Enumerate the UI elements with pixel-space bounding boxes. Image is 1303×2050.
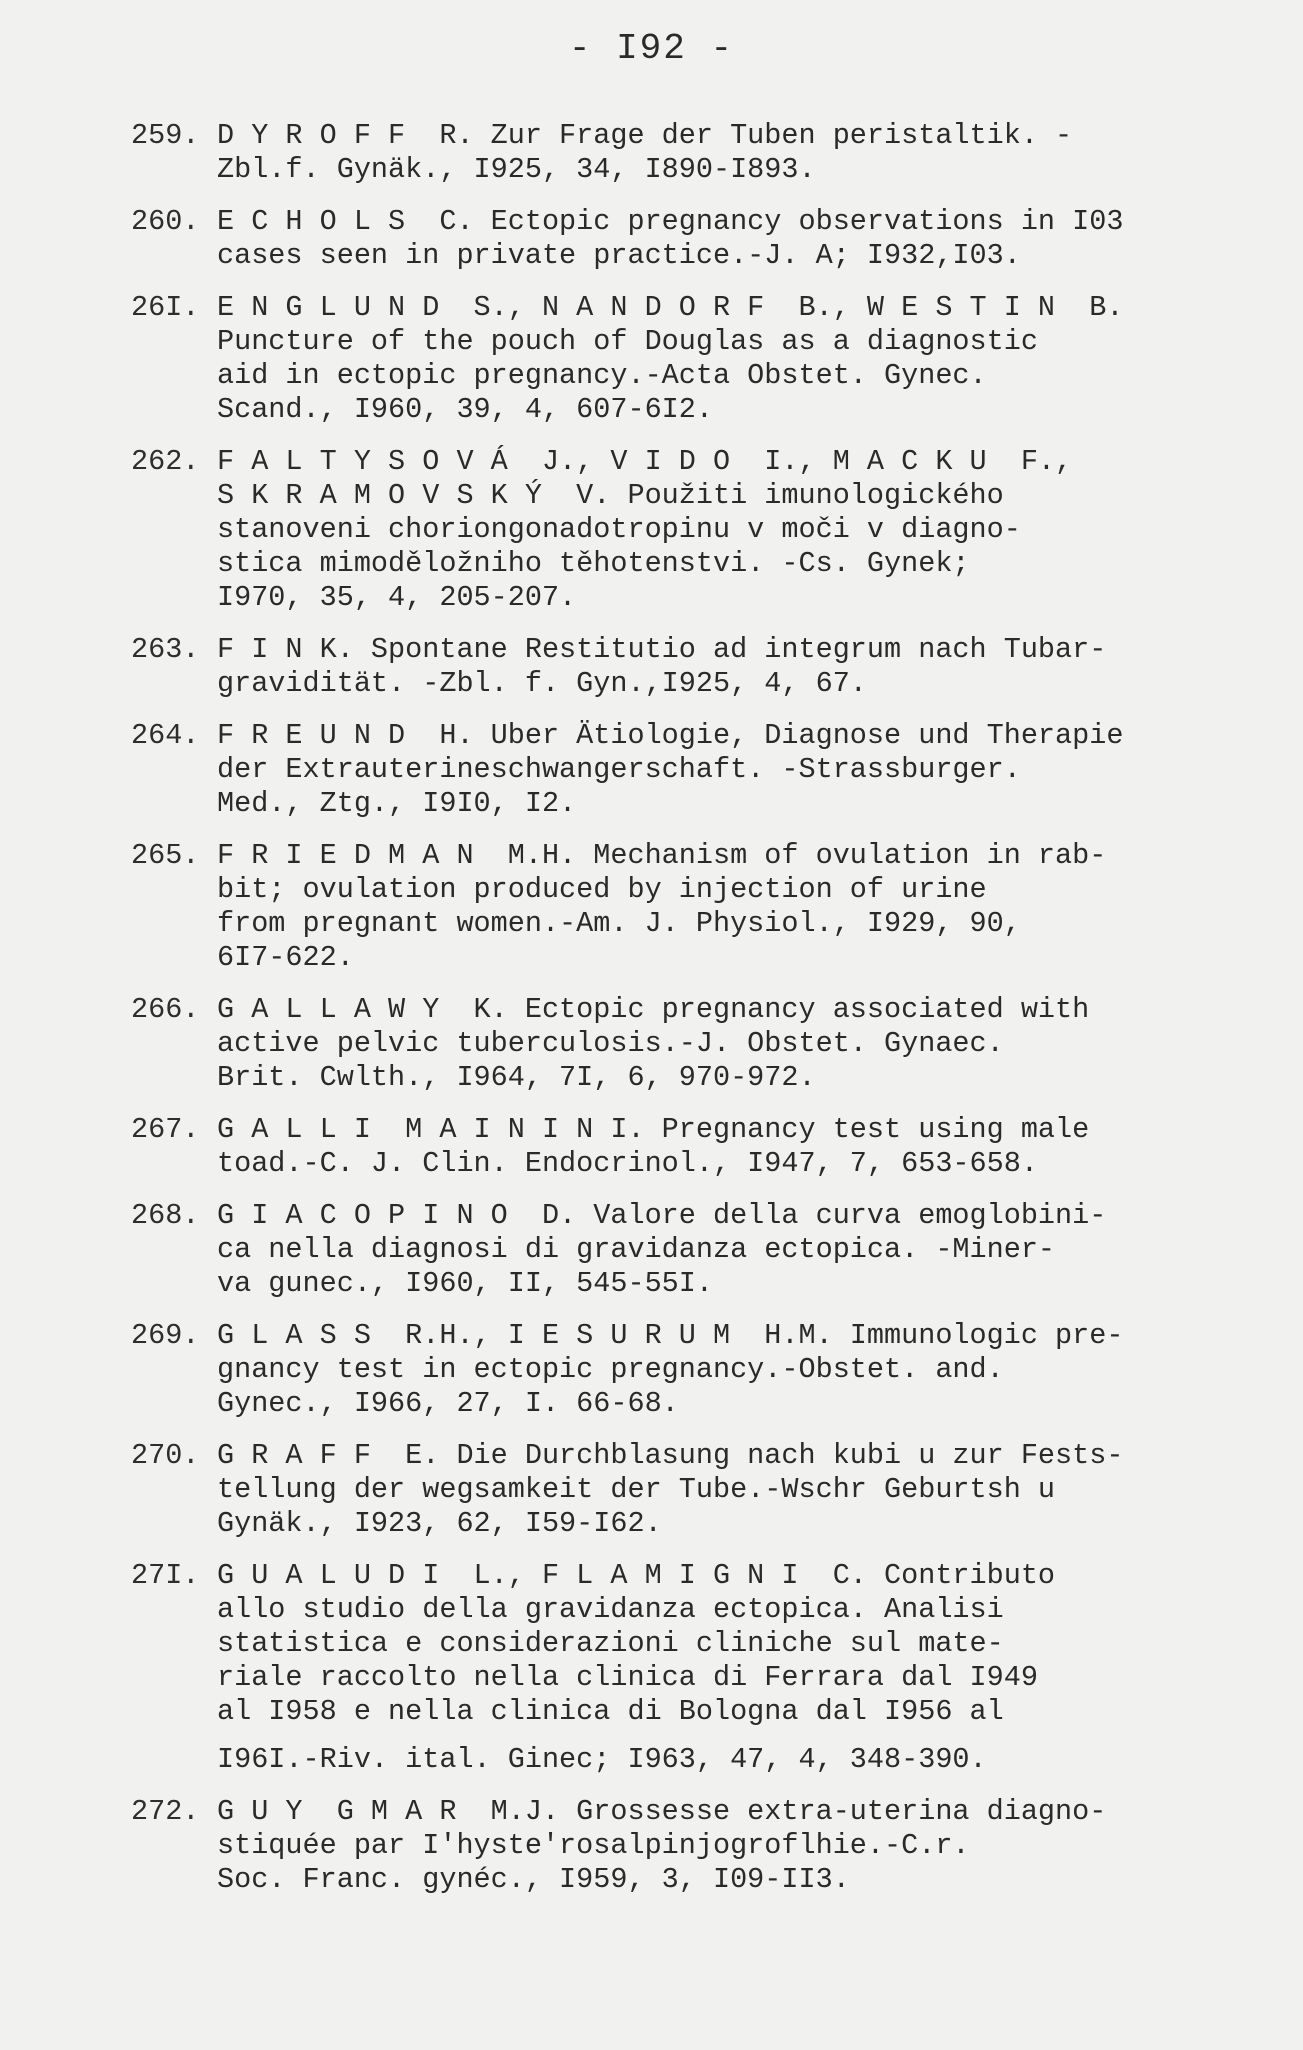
reference-list	[131, 119, 1221, 1915]
reference-line: bit; ovulation produced by injection of urine	[217, 873, 987, 906]
reference-line: Med., Ztg., I9I0, I2.	[217, 787, 577, 820]
reference-text	[217, 119, 1221, 187]
reference-entry	[131, 993, 1221, 1095]
reference-line: active pelvic tuberculosis.-J. Obstet. Gynaec.	[217, 1027, 1004, 1060]
reference-line: riale raccolto nella clinica di Ferrara dal I949	[217, 1661, 1038, 1694]
reference-entry	[131, 839, 1221, 975]
reference-line: G A L L I M A I N I N I. Pregnancy test using male	[217, 1113, 1090, 1146]
reference-line: G R A F F E. Die Durchblasung nach kubi u zur Fests-	[217, 1439, 1124, 1472]
reference-entry	[131, 119, 1221, 187]
reference-line: G I A C O P I N O D. Valore della curva emoglobini-	[217, 1199, 1107, 1232]
reference-number: 27I.	[131, 1559, 200, 1592]
reference-line: F R I E D M A N M.H. Mechanism of ovulation in rab-	[217, 839, 1107, 872]
reference-entry	[131, 719, 1221, 821]
reference-text	[217, 839, 1221, 975]
reference-number: 26I.	[131, 291, 200, 324]
reference-entry	[131, 633, 1221, 701]
reference-line: F I N K. Spontane Restitutio ad integrum nach Tubar-	[217, 633, 1107, 666]
reference-number: 272.	[131, 1795, 200, 1828]
reference-line: Gynäk., I923, 62, I59-I62.	[217, 1507, 662, 1540]
reference-line: 6I7-622.	[217, 941, 354, 974]
reference-line: ca nella diagnosi di gravidanza ectopica. -Miner-	[217, 1233, 1056, 1266]
reference-line: Zbl.f. Gynäk., I925, 34, I890-I893.	[217, 153, 816, 186]
reference-line: Gynec., I966, 27, I. 66-68.	[217, 1387, 679, 1420]
reference-text	[217, 1439, 1221, 1541]
reference-entry	[131, 1795, 1221, 1897]
reference-line: I96I.-Riv. ital. Ginec; I963, 47, 4, 348-390.	[217, 1743, 987, 1776]
reference-text	[217, 1559, 1221, 1777]
reference-number: 264.	[131, 719, 200, 752]
reference-line: cases seen in private practice.-J. A; I932,I03.	[217, 239, 1021, 272]
reference-text	[217, 205, 1221, 273]
reference-entry	[131, 1559, 1221, 1777]
reference-line: Puncture of the pouch of Douglas as a diagnostic	[217, 325, 1038, 358]
reference-text	[217, 1319, 1221, 1421]
reference-line: aid in ectopic pregnancy.-Acta Obstet. Gynec.	[217, 359, 987, 392]
reference-number: 259.	[131, 119, 200, 152]
reference-line: der Extrauterineschwangerschaft. -Strassburger.	[217, 753, 1021, 786]
reference-number: 262.	[131, 445, 200, 478]
reference-line: G A L L A W Y K. Ectopic pregnancy associated with	[217, 993, 1090, 1026]
reference-entry	[131, 1319, 1221, 1421]
reference-text	[217, 633, 1221, 701]
reference-line: statistica e considerazioni cliniche sul mate-	[217, 1627, 1004, 1660]
reference-text	[217, 1199, 1221, 1301]
reference-number: 267.	[131, 1113, 200, 1146]
reference-line: Soc. Franc. gynéc., I959, 3, I09-II3.	[217, 1863, 850, 1896]
reference-entry	[131, 1439, 1221, 1541]
reference-line: gnancy test in ectopic pregnancy.-Obstet. and.	[217, 1353, 1004, 1386]
reference-number: 269.	[131, 1319, 200, 1352]
reference-text	[217, 1795, 1221, 1897]
reference-text	[217, 445, 1221, 615]
reference-line: tellung der wegsamkeit der Tube.-Wschr Geburtsh u	[217, 1473, 1056, 1506]
reference-text	[217, 1113, 1221, 1181]
reference-line: G L A S S R.H., I E S U R U M H.M. Immunologic pre-	[217, 1319, 1124, 1352]
reference-line: F A L T Y S O V Á J., V I D O I., M A C K U F.,	[217, 445, 1073, 478]
reference-line: D Y R O F F R. Zur Frage der Tuben peristaltik. -	[217, 119, 1073, 152]
reference-entry	[131, 205, 1221, 273]
reference-text	[217, 291, 1221, 427]
reference-line: Brit. Cwlth., I964, 7I, 6, 970-972.	[217, 1061, 816, 1094]
reference-line: stanoveni choriongonadotropinu v moči v diagno-	[217, 513, 1021, 546]
reference-line: E C H O L S C. Ectopic pregnancy observations in I03	[217, 205, 1124, 238]
reference-line: E N G L U N D S., N A N D O R F B., W E S T I N B.	[217, 291, 1124, 324]
reference-number: 265.	[131, 839, 200, 872]
reference-text	[217, 993, 1221, 1095]
reference-entry	[131, 1199, 1221, 1301]
reference-line: G U Y G M A R M.J. Grossesse extra-uterina diagno-	[217, 1795, 1107, 1828]
reference-number: 268.	[131, 1199, 200, 1232]
reference-number: 263.	[131, 633, 200, 666]
page-number: - I92 -	[568, 28, 735, 69]
reference-line: allo studio della gravidanza ectopica. Analisi	[217, 1593, 1004, 1626]
reference-entry	[131, 445, 1221, 615]
reference-number: 260.	[131, 205, 200, 238]
reference-text	[217, 719, 1221, 821]
reference-line: toad.-C. J. Clin. Endocrinol., I947, 7, 653-658.	[217, 1147, 1038, 1180]
reference-entry	[131, 1113, 1221, 1181]
reference-line: va gunec., I960, II, 545-55I.	[217, 1267, 713, 1300]
reference-line: from pregnant women.-Am. J. Physiol., I929, 90,	[217, 907, 1021, 940]
reference-line: stiquée par I'hyste'rosalpinjogroflhie.-C.r.	[217, 1829, 970, 1862]
reference-number: 266.	[131, 993, 200, 1026]
reference-line: I970, 35, 4, 205-207.	[217, 581, 577, 614]
reference-line: stica mimoděložniho těhotenstvi. -Cs. Gynek;	[217, 547, 970, 580]
reference-line: al I958 e nella clinica di Bologna dal I956 al	[217, 1695, 1004, 1728]
reference-line: gravidität. -Zbl. f. Gyn.,I925, 4, 67.	[217, 667, 867, 700]
reference-line: S K R A M O V S K Ý V. Použiti imunologického	[217, 479, 1004, 512]
reference-line: G U A L U D I L., F L A M I G N I C. Contributo	[217, 1559, 1056, 1592]
reference-line: F R E U N D H. Uber Ätiologie, Diagnose und Therapie	[217, 719, 1124, 752]
reference-number: 270.	[131, 1439, 200, 1472]
reference-entry	[131, 291, 1221, 427]
reference-line: Scand., I960, 39, 4, 607-6I2.	[217, 393, 713, 426]
